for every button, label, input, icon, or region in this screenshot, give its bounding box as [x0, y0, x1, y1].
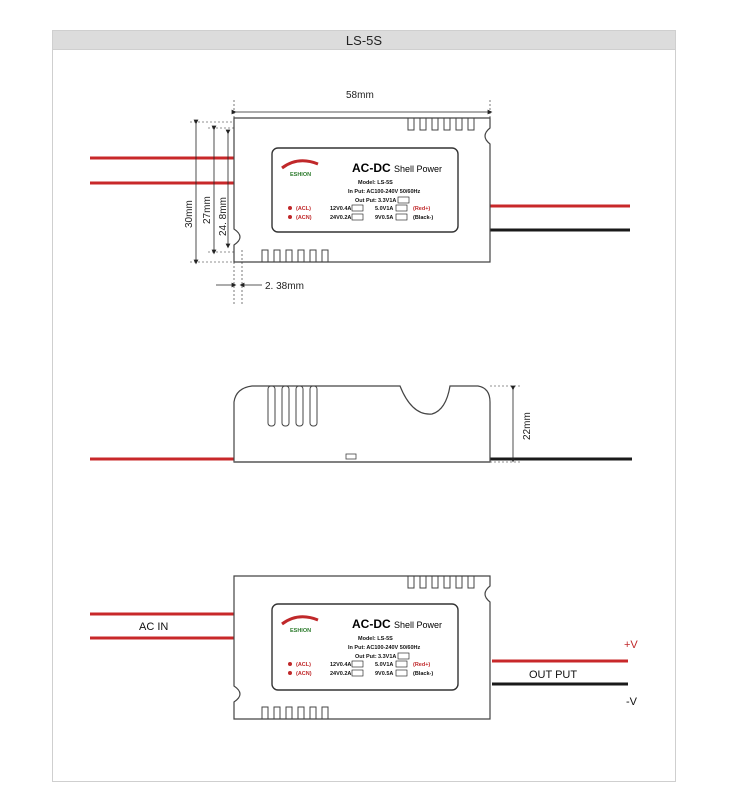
- minus-v-label: -V: [626, 696, 637, 708]
- wiring-black: (Black-): [413, 671, 434, 677]
- wiring-output-title: Out Put:: [355, 654, 377, 660]
- wiring-acn: (ACN): [296, 671, 312, 677]
- top-dot-acn: [288, 215, 292, 219]
- top-opt-33: 3.3V1A: [378, 198, 397, 204]
- wiring-brand: ESHION: [290, 628, 312, 634]
- wiring-opt-24: 24V0.2A: [330, 671, 352, 677]
- wiring-opt-50: 5.0V1A: [375, 662, 394, 668]
- dim-height-inner-label: 24. 8mm: [218, 197, 229, 236]
- wiring-input: In Put: AC100-240V 50/60Hz: [348, 645, 421, 651]
- plus-v-label: +V: [624, 639, 638, 651]
- top-view: [90, 90, 630, 304]
- top-dot-acl: [288, 206, 292, 210]
- wiring-dot-acl: [288, 662, 292, 666]
- wiring-heading-b: Shell Power: [394, 620, 443, 630]
- top-acn: (ACN): [296, 215, 312, 221]
- top-heading-a: AC-DC: [352, 161, 391, 175]
- top-black: (Black-): [413, 215, 434, 221]
- ac-in-label: AC IN: [139, 621, 169, 633]
- top-input: In Put: AC100-240V 50/60Hz: [348, 189, 421, 195]
- dim-offset-label: 2. 38mm: [265, 281, 304, 292]
- wiring-red: (Red+): [413, 662, 431, 668]
- top-model: Model: LS-5S: [358, 180, 393, 186]
- output-label: OUT PUT: [529, 669, 578, 681]
- top-opt-50: 5.0V1A: [375, 206, 394, 212]
- top-output-title: Out Put:: [355, 198, 377, 204]
- dim-height-mid-label: 27mm: [202, 196, 213, 224]
- dim-thickness-label: 22mm: [522, 412, 533, 440]
- wiring-heading-a: AC-DC: [352, 617, 391, 631]
- page-title: LS-5S: [345, 33, 383, 48]
- wiring-acl: (ACL): [296, 662, 311, 668]
- dim-length-label: 58mm: [346, 90, 374, 101]
- top-opt-24: 24V0.2A: [330, 215, 352, 221]
- wiring-model: Model: LS-5S: [358, 636, 393, 642]
- dim-vertical-extensions: [190, 122, 234, 262]
- top-heading-b: Shell Power: [394, 164, 443, 174]
- top-acl: (ACL): [296, 206, 311, 212]
- side-view: [90, 386, 632, 462]
- wiring-opt-9: 9V0.5A: [375, 671, 394, 677]
- wiring-opt-12: 12V0.4A: [330, 662, 352, 668]
- dim-height-total-label: 30mm: [184, 200, 195, 228]
- side-shell: [234, 386, 490, 462]
- top-red: (Red+): [413, 206, 431, 212]
- top-opt-12: 12V0.4A: [330, 206, 352, 212]
- wiring-opt-33: 3.3V1A: [378, 654, 397, 660]
- wiring-view: [90, 576, 638, 719]
- wiring-dot-acn: [288, 671, 292, 675]
- top-brand: ESHION: [290, 172, 312, 178]
- top-opt-9: 9V0.5A: [375, 215, 394, 221]
